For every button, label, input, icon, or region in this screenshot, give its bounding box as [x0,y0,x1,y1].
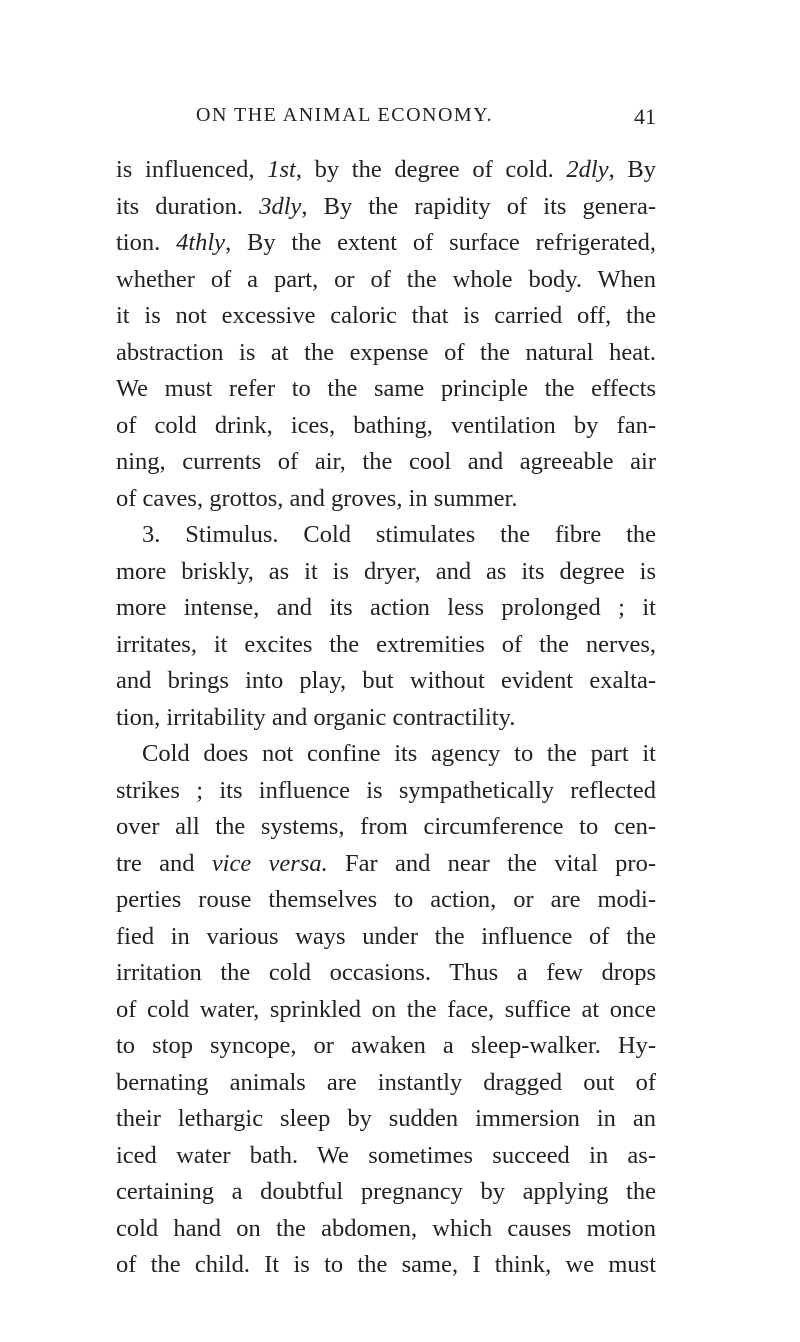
text-run: of caves, grottos, and groves, in summer. [116,484,518,512]
text-line [116,481,656,518]
text-run: Far and near the vital pro- [327,849,656,877]
text-line [116,627,656,664]
text-run: over all the systems, from circumference to cen- [116,813,656,840]
text-line [116,1065,656,1102]
text-run: its duration. [116,192,260,220]
running-head-title: ON THE ANIMAL ECONOMY. [196,104,494,126]
italic-text: 4thly [176,229,226,256]
text-run: , By the rapidity of its genera- [301,192,656,220]
text-run: , by the degree of cold. [295,156,567,183]
text-run: perties rouse themselves to action, or are modi- [116,886,656,913]
text-run: of cold drink, ices, bathing, ventilation by fan- [116,411,656,439]
text-line [116,700,656,737]
text-run: Cold does not confine its agency to the part it [142,740,656,767]
text-run: is influenced, [116,156,268,183]
text-line [116,1247,656,1284]
text-line [116,992,656,1029]
text-run: fied in various ways under the influence of the [116,922,656,950]
text-line [116,846,656,883]
text-line [116,335,656,372]
text-line [116,1101,656,1138]
text-run: their lethargic sleep by sudden immersion in an [116,1105,656,1132]
text-run: abstraction is at the expense of the natural heat. [116,338,656,366]
text-line [116,882,656,919]
text-run: it is not excessive caloric that is carried off, the [116,302,656,329]
text-line [116,408,656,445]
text-line [116,1174,656,1211]
text-run: , By [608,156,656,183]
text-line [116,189,656,226]
text-line [116,1211,656,1248]
text-line [116,590,656,627]
text-run: and brings into play, but without evident exalta- [116,667,656,694]
text-run: irritation the cold occasions. Thus a few drops [116,959,656,986]
text-line [116,517,656,554]
text-line [116,225,656,262]
text-line [116,262,656,299]
page-number: 41 [634,104,656,129]
text-line [116,773,656,810]
text-run: bernating animals are instantly dragged out of [116,1068,656,1096]
text-run: whether of a part, or of the whole body. When [116,265,656,293]
text-line [116,1138,656,1175]
text-run: tion. [116,229,177,256]
text-run: , By the extent of surface refrigerated, [225,229,656,256]
text-run: of the child. It is to the same, I think, we must [116,1251,656,1278]
text-run: more briskly, as it is dryer, and as its degree is [116,557,656,585]
text-run: tion, irritability and organic contractility. [116,703,516,731]
text-run: irritates, it excites the extremities of the nerves, [116,630,656,658]
text-line [116,298,656,335]
text-line [116,554,656,591]
running-head [116,104,656,134]
text-run: to stop syncope, or awaken a sleep-walker. Hy- [116,1032,656,1059]
text-run: certaining a doubtful pregnancy by applying the [116,1178,656,1205]
text-run: iced water bath. We sometimes succeed in as- [116,1141,656,1169]
text-run: ning, currents of air, the cool and agreeable air [116,448,656,475]
text-line [116,955,656,992]
italic-text: 2dly [566,156,609,183]
text-line [116,371,656,408]
text-run: strikes ; its influence is sympathetically reflected [116,776,656,804]
italic-text: 1st [267,156,296,183]
text-line [116,919,656,956]
text-line [116,736,656,773]
text-run: cold hand on the abdomen, which causes motion [116,1214,656,1242]
text-line [116,152,656,189]
text-line [116,1028,656,1065]
text-run: 3. Stimulus. Cold stimulates the fibre the [142,521,656,548]
text-line [116,809,656,846]
italic-text: vice versa. [211,849,328,877]
text-line [116,663,656,700]
text-run: tre and [116,849,212,877]
text-line [116,444,656,481]
text-run: of cold water, sprinkled on the face, suffice at once [116,995,656,1023]
body-text [116,152,656,1284]
text-run: We must refer to the same principle the effects [116,375,656,402]
italic-text: 3dly [259,192,302,220]
text-run: more intense, and its action less prolonged ; it [116,594,656,621]
